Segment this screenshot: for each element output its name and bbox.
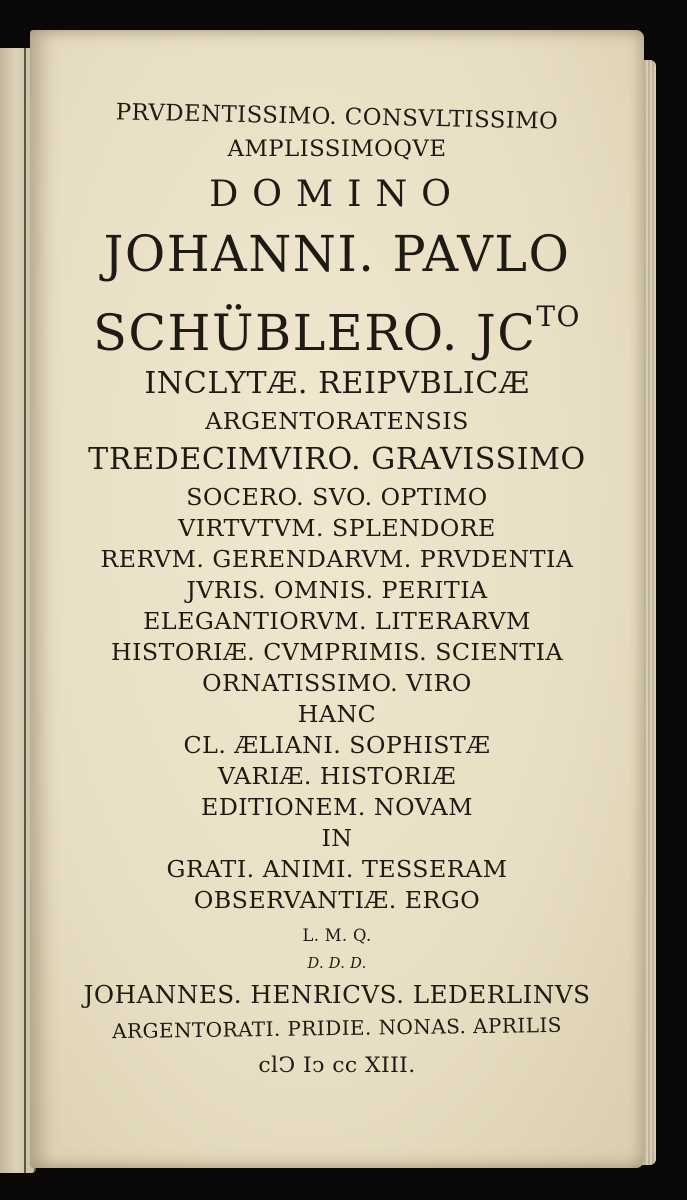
dedication-signature: JOHANNES. HENRICVS. LEDERLINVS — [83, 980, 591, 1009]
dedication-place-date: ARGENTORATI. PRIDIE. NONAS. APRILIS — [111, 1012, 562, 1044]
dedication-line-21: GRATI. ANIMI. TESSERAM — [166, 855, 508, 883]
dedication-line-6: INCLYTÆ. REIPVBLICÆ — [144, 366, 530, 401]
dedication-line-9: SOCERO. SVO. OPTIMO — [186, 483, 488, 511]
dedication-line-14: HISTORIÆ. CVMPRIMIS. SCIENTIA — [110, 638, 564, 666]
dedication-line-5 — [30, 286, 644, 364]
dedication-line-18: VARIÆ. HISTORIÆ — [217, 762, 457, 790]
dedication-line-5-main: SCHÜBLERO. JC — [93, 304, 537, 362]
dedication-line-19: EDITIONEM. NOVAM — [201, 793, 473, 821]
dedication-line-7: ARGENTORATENSIS — [205, 407, 469, 435]
dedication-line-5-superscript: TO — [536, 300, 581, 333]
dedication-line-13: ELEGANTIORVM. LITERARVM — [143, 607, 531, 635]
dedication-line-8: TREDECIMVIRO. GRAVISSIMO — [88, 442, 586, 477]
dedication-line-10: VIRTVTVM. SPLENDORE — [178, 514, 496, 542]
dedication-line-3: DOMINO — [209, 172, 465, 215]
dedication-line-1: PRVDENTISSIMO. CONSVLTISSIMO — [115, 99, 559, 135]
dedication-line-4: JOHANNI. PAVLO — [103, 225, 571, 283]
dedication-line-12: JVRIS. OMNIS. PERITIA — [186, 576, 488, 604]
dedication-line-24: D. D. D. — [307, 955, 367, 972]
dedication-line-11: RERVM. GERENDARVM. PRVDENTIA — [100, 545, 574, 573]
dedication-line-23: L. M. Q. — [302, 926, 372, 945]
book-page — [30, 30, 644, 1168]
dedication-line-16: HANC — [297, 700, 377, 728]
dedication-line-15: ORNATISSIMO. VIRO — [202, 669, 472, 697]
dedication-year: clↃ Iↄ cc XIII. — [258, 1053, 416, 1078]
dedication-line-22: OBSERVANTIÆ. ERGO — [193, 886, 481, 914]
dedication-text — [30, 100, 644, 1089]
dedication-line-20: IN — [321, 824, 353, 852]
dedication-line-2: AMPLISSIMOQVE — [227, 136, 447, 162]
dedication-line-17: CL. ÆLIANI. SOPHISTÆ — [183, 731, 491, 759]
